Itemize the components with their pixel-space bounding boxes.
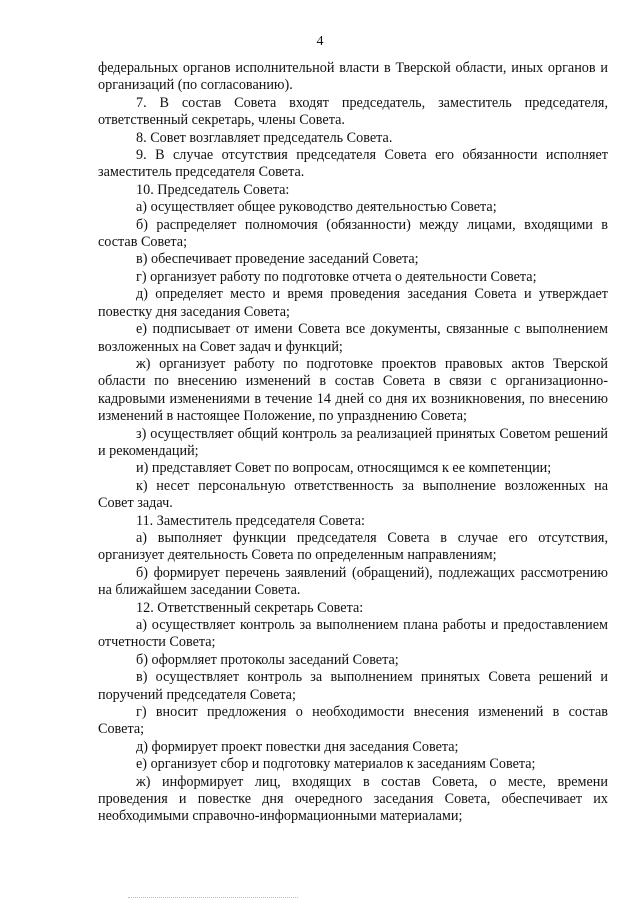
paragraph: федеральных органов исполнительной власти в Тверской области, иных органов и организаций (по согласованию). (98, 60, 608, 94)
paragraph: а) осуществляет контроль за выполнением плана работы и предоставлением отчетности Совета; (98, 617, 608, 651)
paragraph: а) осуществляет общее руководство деятельностью Совета; (136, 199, 497, 216)
paragraph: е) организует сбор и подготовку материалов к заседаниям Совета; (136, 756, 536, 773)
paragraph: в) осуществляет контроль за выполнением принятых Совета решений и поручений председателя Совета; (98, 669, 608, 703)
paragraph: б) оформляет протоколы заседаний Совета; (136, 651, 399, 668)
paragraph: 7. В состав Совета входят председатель, заместитель председателя, ответственный секретарь, члены Совета. (98, 94, 608, 129)
paragraph: д) определяет место и время проведения заседания Совета и утверждает повестку дня заседания Совета; (98, 286, 608, 320)
paragraph: ж) информирует лиц, входящих в состав Совета, о месте, времени проведения и повестке дня очередного заседания Совета, обеспечивает их необходимыми справочно-информационными материалами; (98, 773, 608, 825)
page-number: 4 (316, 34, 324, 49)
paragraph: 9. В случае отсутствия председателя Совета его обязанности исполняет заместитель председателя Совета. (98, 147, 608, 181)
paragraph: 11. Заместитель председателя Совета: (136, 512, 365, 529)
paragraph: б) формирует перечень заявлений (обращений), подлежащих рассмотрению на ближайшем заседании Совета. (98, 564, 608, 599)
paragraph: з) осуществляет общий контроль за реализацией принятых Советом решений и рекомендаций; (98, 425, 608, 459)
paragraph: 12. Ответственный секретарь Совета: (136, 599, 364, 616)
paragraph: к) несет персональную ответственность за выполнение возложенных на Совет задач. (98, 477, 608, 512)
document-body (98, 60, 608, 826)
paragraph: ж) организует работу по подготовке проектов правовых актов Тверской области по внесению изменений в состав Совета в связи с организационно-кадровыми изменениями в течение 14 дней со дня их возникновения, по внесению изменений в настоящее Положение, по упразднению Совета; (98, 355, 608, 425)
paragraph: г) организует работу по подготовке отчета о деятельности Совета; (136, 268, 537, 285)
paragraph: 8. Совет возглавляет председатель Совета. (136, 129, 393, 146)
paragraph: и) представляет Совет по вопросам, относящимся к ее компетенции; (136, 460, 552, 477)
paragraph: е) подписывает от имени Совета все документы, связанные с выполнением возложенных на Совет задач и функций; (98, 321, 608, 355)
paragraph: д) формирует проект повестки дня заседания Совета; (136, 738, 459, 755)
paragraph: в) обеспечивает проведение заседаний Совета; (136, 251, 419, 268)
paragraph: б) распределяет полномочия (обязанности) между лицами, входящими в состав Совета; (98, 216, 608, 251)
footer-scan-marks (128, 893, 298, 898)
paragraph: г) вносит предложения о необходимости внесения изменений в состав Совета; (98, 704, 608, 738)
paragraph: а) выполняет функции председателя Совета в случае его отсутствия, организует деятельность Совета по определенным направлениям; (98, 529, 608, 564)
paragraph: 10. Председатель Совета: (136, 181, 290, 198)
